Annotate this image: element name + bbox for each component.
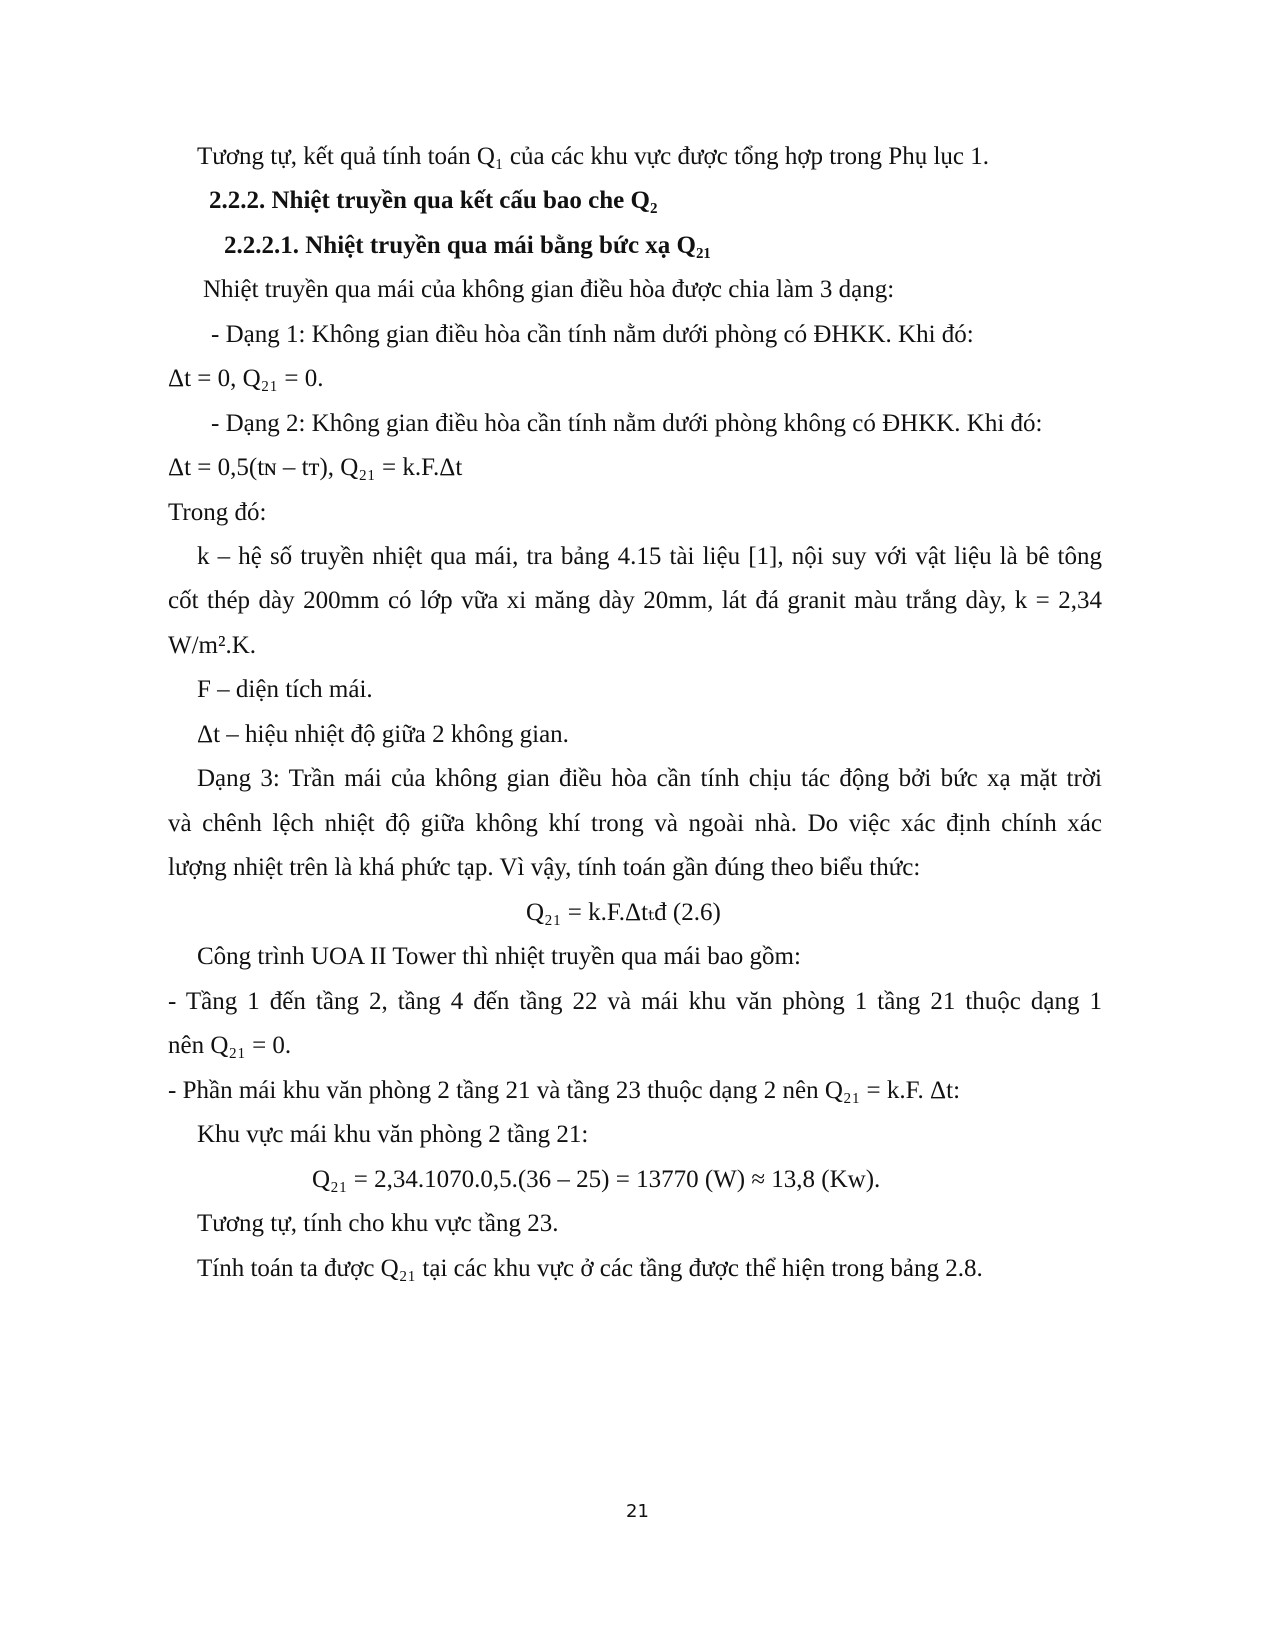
page-number: 21 bbox=[626, 1501, 649, 1522]
paragraph-q1-summary: Tương tự, kết quả tính toán Q₁ của các khu vực được tổng hợp trong Phụ lục 1. bbox=[197, 143, 990, 170]
list-item-dang-1: - Dạng 1: Không gian điều hòa cần tính nằm dưới phòng có ĐHKK. Khi đó: bbox=[211, 321, 974, 348]
list-item-dang-2: - Dạng 2: Không gian điều hòa cần tính nằm dưới phòng không có ĐHKK. Khi đó: bbox=[211, 410, 1043, 437]
paragraph-dang-3-line-3: lượng nhiệt trên là khá phức tạp. Vì vậy, tính toán gần đúng theo biểu thức: bbox=[168, 854, 921, 881]
paragraph-result: Tính toán ta được Q₂₁ tại các khu vực ở các tầng được thể hiện trong bảng 2.8. bbox=[197, 1255, 983, 1282]
paragraph-tuong-tu: Tương tự, tính cho khu vực tầng 23. bbox=[197, 1210, 559, 1237]
formula-dang-2: Δt = 0,5(tɴ – tᴛ), Q₂₁ = k.F.Δt bbox=[168, 454, 463, 481]
paragraph-dang-3-line-1: Dạng 3: Trần mái của không gian điều hòa cần tính chịu tác động bởi bức xạ mặt trời bbox=[197, 765, 1102, 792]
bullet-2: - Phần mái khu văn phòng 2 tầng 21 và tầng 23 thuộc dạng 2 nên Q₂₁ = k.F. Δt: bbox=[168, 1077, 961, 1104]
definition-f: F – diện tích mái. bbox=[197, 676, 373, 703]
paragraph-cong-trinh: Công trình UOA II Tower thì nhiệt truyền qua mái bao gồm: bbox=[197, 943, 801, 970]
paragraph-khu-vuc: Khu vực mái khu văn phòng 2 tầng 21: bbox=[197, 1121, 589, 1148]
equation-calculation: Q₂₁ = 2,34.1070.0,5.(36 – 25) = 13770 (W) ≈ 13,8 (Kw). bbox=[312, 1166, 881, 1193]
bullet-1-line-1: - Tầng 1 đến tầng 2, tầng 4 đến tầng 22 và mái khu văn phòng 1 tầng 21 thuộc dạng 1 bbox=[168, 988, 1102, 1015]
paragraph-intro: Nhiệt truyền qua mái của không gian điều hòa được chia làm 3 dạng: bbox=[203, 276, 895, 303]
paragraph-k-line-1: k – hệ số truyền nhiệt qua mái, tra bảng 4.15 tài liệu [1], nội suy với vật liệu là bê tông bbox=[197, 543, 1102, 570]
bullet-1-line-2: nên Q₂₁ = 0. bbox=[168, 1032, 292, 1059]
label-trong-do: Trong đó: bbox=[168, 499, 267, 526]
paragraph-k-line-3: W/m².K. bbox=[168, 632, 257, 659]
definition-delta-t: Δt – hiệu nhiệt độ giữa 2 không gian. bbox=[197, 721, 569, 748]
equation-2-6: Q₂₁ = k.F.Δtₜđ (2.6) bbox=[526, 899, 721, 926]
formula-dang-1: Δt = 0, Q₂₁ = 0. bbox=[168, 365, 324, 392]
paragraph-k-line-2: cốt thép dày 200mm có lớp vữa xi măng dày 20mm, lát đá granit màu trắng dày, k = 2,34 bbox=[168, 587, 1102, 614]
paragraph-dang-3-line-2: và chênh lệch nhiệt độ giữa không khí trong và ngoài nhà. Do việc xác định chính xác bbox=[168, 810, 1102, 837]
heading-2-2-2: 2.2.2. Nhiệt truyền qua kết cấu bao che Q₂ bbox=[209, 187, 658, 214]
heading-2-2-2-1: 2.2.2.1. Nhiệt truyền qua mái bằng bức xạ Q₂₁ bbox=[224, 232, 711, 259]
